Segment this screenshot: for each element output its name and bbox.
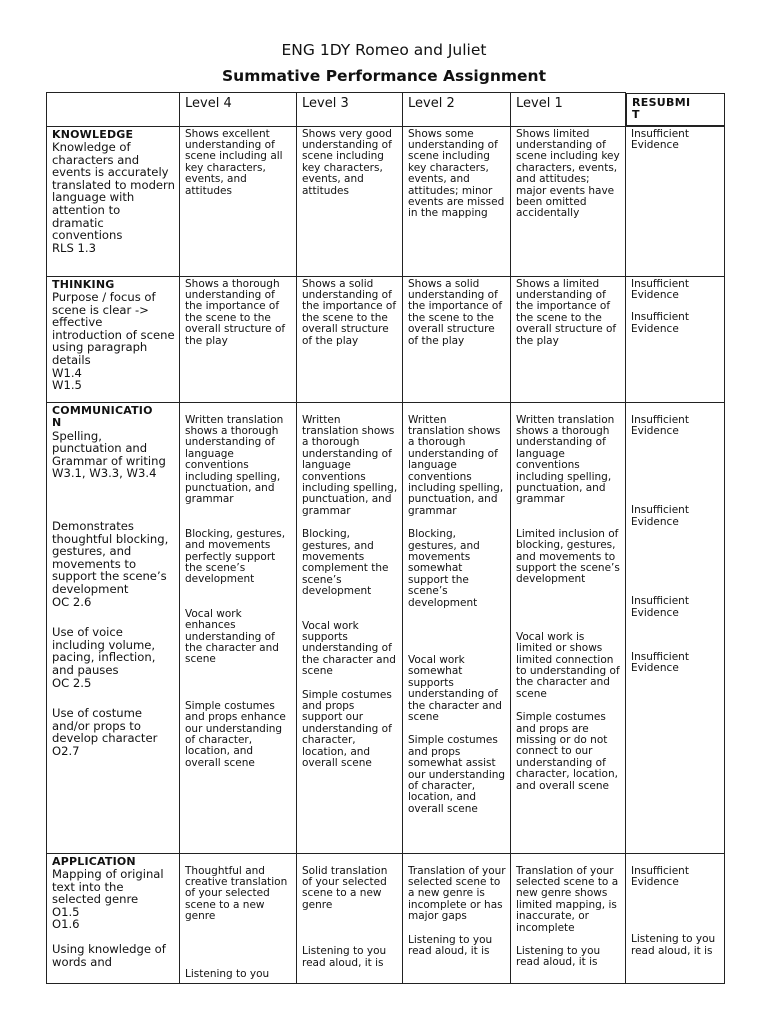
category-label-knowledge: KNOWLEDGE xyxy=(52,127,134,141)
descriptor-text: Vocal work enhances understanding of the character and scene xyxy=(185,607,279,666)
descriptor-text: Written translation shows a thorough understanding of language conventions including spelling, punctuation, and grammar xyxy=(408,413,504,517)
category-label-thinking: THINKING xyxy=(52,277,115,291)
communication-resubmit xyxy=(626,402,725,853)
row-thinking xyxy=(47,276,725,402)
category-label-application: APPLICATION xyxy=(52,854,136,868)
resubmit-text: Insufficient Evidence xyxy=(631,595,689,619)
row-application xyxy=(47,853,725,983)
criteria-text: Spelling, punctuation and Grammar of writing W3.1, W3.3, W3.4 xyxy=(52,428,166,481)
resubmit-text: Insufficient Evidence xyxy=(631,864,689,888)
descriptor-text: Simple costumes and props support our understanding of character, location, and overall scene xyxy=(302,688,392,770)
thinking-criteria-cell xyxy=(47,276,180,402)
application-level-2 xyxy=(403,853,511,983)
descriptor-text: Vocal work somewhat supports understanding of the character and scene xyxy=(408,654,502,724)
rubric-table xyxy=(46,92,725,984)
descriptor-text: Listening to you xyxy=(185,967,270,980)
resubmit-text: Insufficient Evidence xyxy=(631,413,689,437)
knowledge-resubmit: Insufficient Evidence xyxy=(626,126,725,276)
application-level-1 xyxy=(511,853,626,983)
criteria-text: Use of voice including volume, pacing, inflection, and pauses OC 2.5 xyxy=(52,625,156,690)
resubmit-text: Insufficient Evidence xyxy=(631,277,689,301)
thinking-level-2: Shows a solid understanding of the importance of the scene to the overall structure of the play xyxy=(403,276,511,402)
descriptor-text: Blocking, gestures, and movements somewhat support the scene’s development xyxy=(408,528,480,609)
knowledge-level-3: Shows very good understanding of scene including key characters, events, and attitudes xyxy=(297,126,403,276)
row-communication xyxy=(47,402,725,853)
descriptor-text: Listening to you read aloud, it is xyxy=(516,944,601,969)
resubmit-text: Insufficient Evidence xyxy=(631,504,689,528)
resubmit-text: Insufficient Evidence xyxy=(631,311,689,335)
application-level-4 xyxy=(180,853,297,983)
criteria-text: Purpose / focus of scene is clear -> effective introduction of scene using paragraph details W1.4 W1.5 xyxy=(52,290,175,393)
descriptor-text: Limited inclusion of blocking, gestures, and movements to support the scene’s development xyxy=(516,527,620,586)
communication-level-4 xyxy=(180,402,297,853)
communication-level-2 xyxy=(403,402,511,853)
descriptor-text: Written translation shows a thorough understanding of language conventions including spelling, punctuation, and grammar xyxy=(302,413,398,517)
category-label-communication: COMMUNICATIO N xyxy=(52,403,153,430)
thinking-level-1: Shows a limited understanding of the importance of the scene to the overall structure of the play xyxy=(511,276,626,402)
header-cell-resubmit: RESUBMI T xyxy=(626,93,725,126)
document-title: ENG 1DY Romeo and Juliet xyxy=(281,41,487,59)
descriptor-text: Translation of your selected scene to a new genre shows limited mapping, is inaccurate, or incomplete xyxy=(516,864,619,934)
thinking-level-4: Shows a thorough understanding of the importance of the scene to the overall structure of the play xyxy=(180,276,297,402)
descriptor-text: Written translation shows a thorough understanding of language conventions including spelling, punctuation, and grammar xyxy=(185,413,284,506)
resubmit-text: Insufficient Evidence xyxy=(631,650,689,675)
knowledge-level-1: Shows limited understanding of scene including key characters, events, and attitudes; major events have been omitted accidentally xyxy=(511,126,626,276)
descriptor-text: Vocal work supports understanding of the character and scene xyxy=(302,619,396,678)
thinking-resubmit xyxy=(626,276,725,402)
header-cell-level-2: Level 2 xyxy=(403,93,511,127)
header-cell-level-1: Level 1 xyxy=(511,93,626,127)
communication-criteria-cell xyxy=(47,402,180,853)
descriptor-text: Vocal work is limited or shows limited connection to understanding of the character and scene xyxy=(516,630,620,700)
header-cell-criteria xyxy=(47,93,180,127)
descriptor-text: Blocking, gestures, and movements perfectly support the scene’s development xyxy=(185,527,286,586)
knowledge-level-2: Shows some understanding of scene including key characters, events, and attitudes; minor events are missed in the mapping xyxy=(403,126,511,276)
descriptor-text: Simple costumes and props are missing or do not connect to our understanding of character, location, and overall scene xyxy=(516,711,618,792)
descriptor-text: Simple costumes and props enhance our understanding of character, location, and overall scene xyxy=(185,699,286,769)
communication-level-3 xyxy=(297,402,403,853)
criteria-text: Mapping of original text into the selected genre O1.5 O1.6 xyxy=(52,867,164,932)
header-cell-level-4: Level 4 xyxy=(180,93,297,127)
criteria-text: Use of costume and/or props to develop character O2.7 xyxy=(52,706,158,758)
descriptor-text: Translation of your selected scene to a new genre is incomplete or has major gaps xyxy=(408,864,506,923)
descriptor-text: Thoughtful and creative translation of your selected scene to a new genre xyxy=(185,864,288,923)
descriptor-text: Blocking, gestures, and movements complement the scene’s development xyxy=(302,528,389,598)
application-resubmit xyxy=(626,853,725,983)
application-level-3 xyxy=(297,853,403,983)
descriptor-text: Solid translation of your selected scene to a new genre xyxy=(302,864,388,911)
criteria-text: Using knowledge of words and xyxy=(52,942,166,969)
document-subtitle: Summative Performance Assignment xyxy=(222,67,546,85)
criteria-text: Demonstrates thoughtful blocking, gestures, and movements to support the scene’s development OC 2.6 xyxy=(52,519,169,609)
header-cell-level-3: Level 3 xyxy=(297,93,403,127)
knowledge-level-4: Shows excellent understanding of scene including all key characters, events, and attitudes xyxy=(180,126,297,276)
criteria-text: Knowledge of characters and events is accurately translated to modern language with attention to dramatic conventions RLS 1.3 xyxy=(52,140,175,255)
descriptor-text: Written translation shows a thorough understanding of language conventions including spelling, punctuation, and grammar xyxy=(516,413,615,506)
thinking-level-3: Shows a solid understanding of the importance of the scene to the overall structure of the play xyxy=(297,276,403,402)
row-knowledge xyxy=(47,126,725,276)
resubmit-text: Listening to you read aloud, it is xyxy=(631,933,716,957)
descriptor-text: Simple costumes and props somewhat assist our understanding of character, location, and overall scene xyxy=(408,734,506,815)
header-row xyxy=(47,93,725,127)
descriptor-text: Listening to you read aloud, it is xyxy=(302,945,387,969)
communication-level-1 xyxy=(511,402,626,853)
descriptor-text: Listening to you read aloud, it is xyxy=(408,933,493,957)
application-criteria-cell xyxy=(47,853,180,983)
knowledge-criteria-cell xyxy=(47,126,180,276)
